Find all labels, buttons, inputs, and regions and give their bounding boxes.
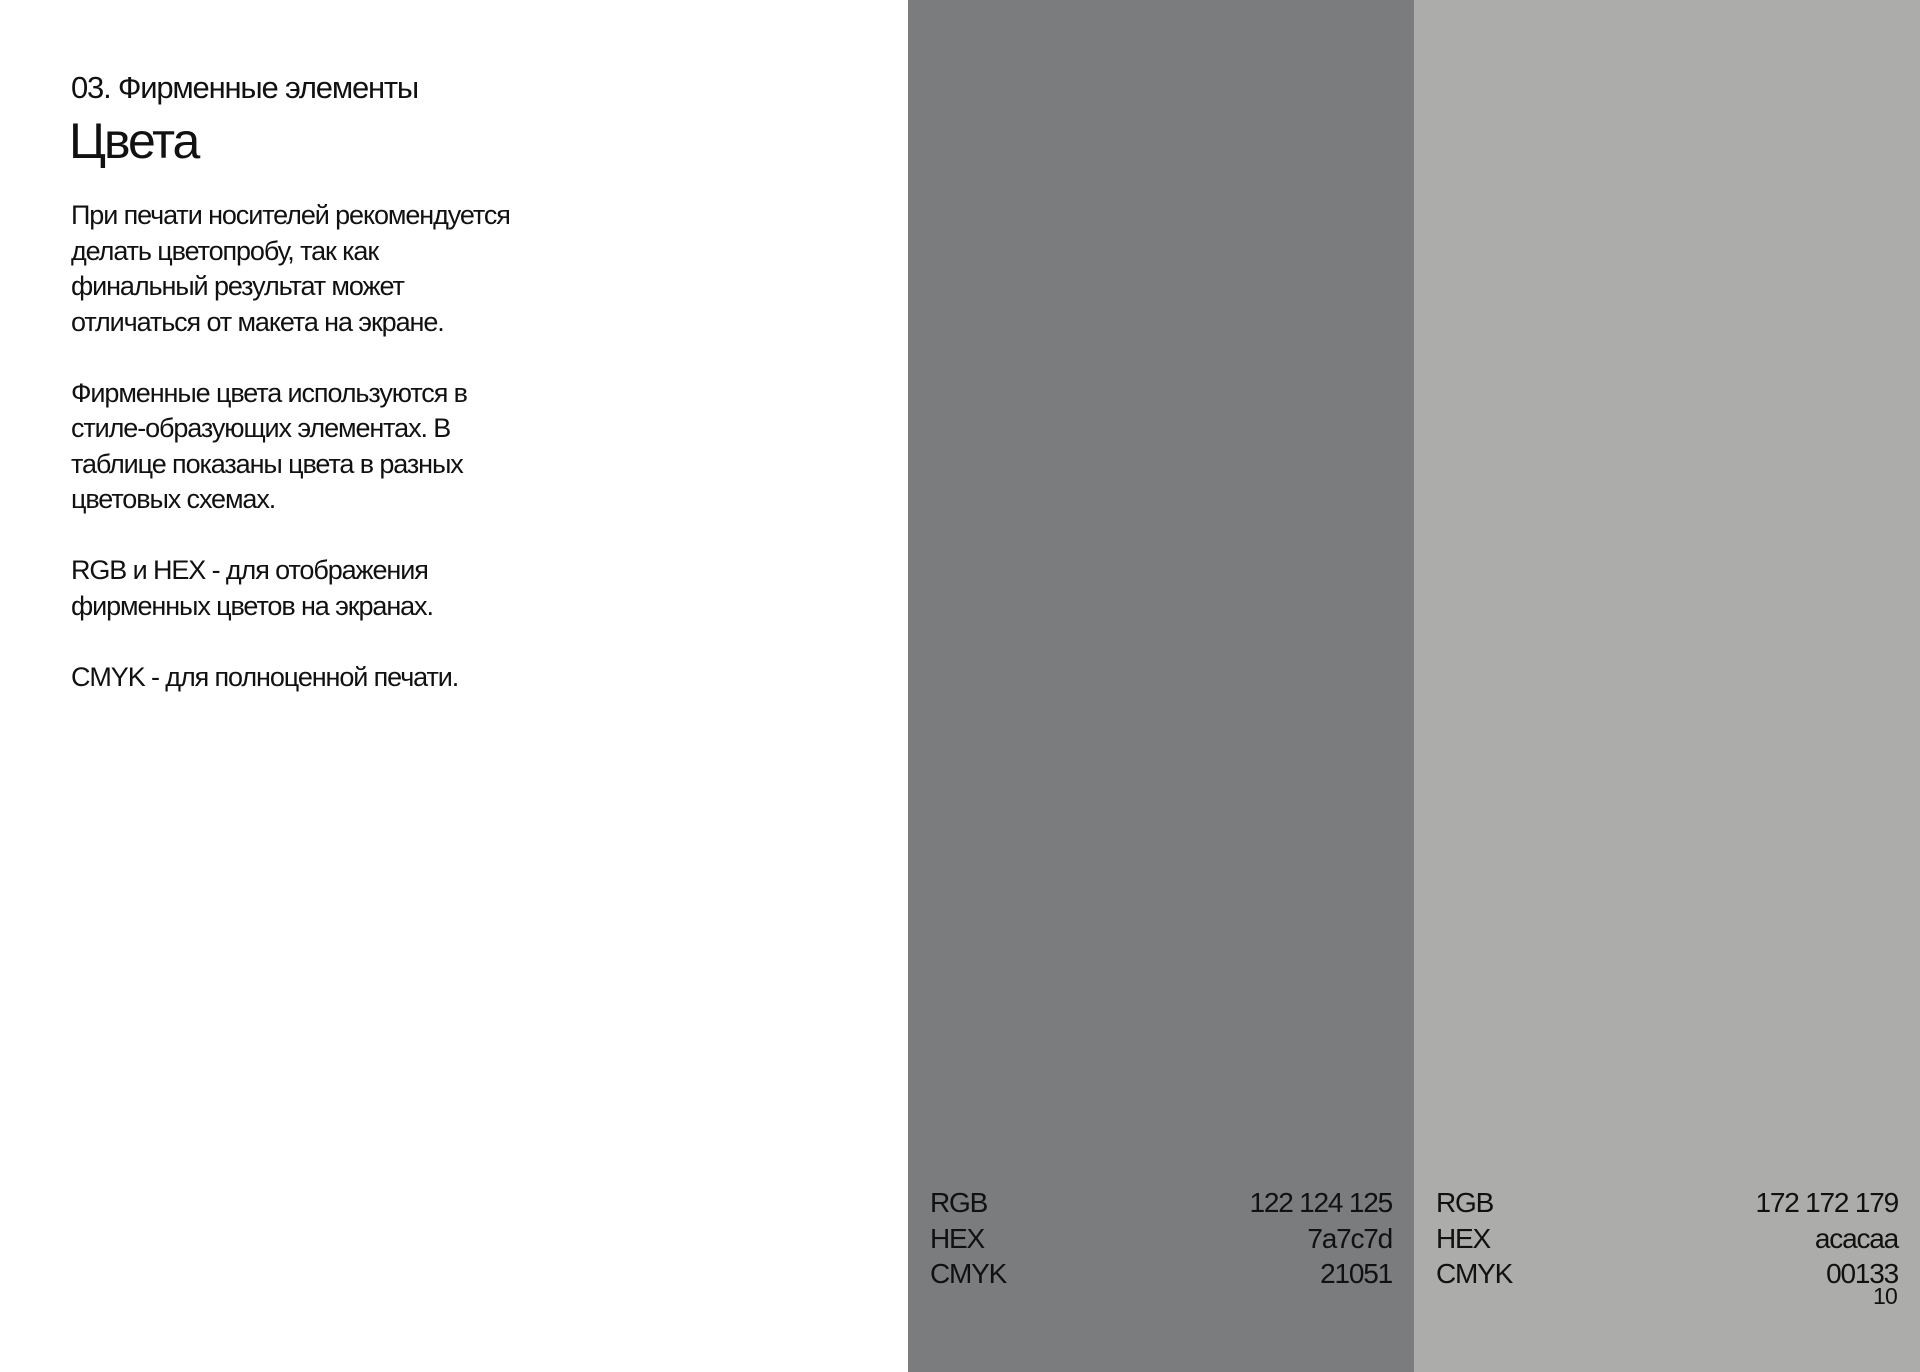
- spec-label: HEX: [930, 1222, 984, 1254]
- spec-value: 172 172 179: [1755, 1187, 1898, 1218]
- spec-value: acacaa: [1814, 1222, 1898, 1254]
- paragraph-color-proof: При печати носителей рекомендуется делать цветопробу, так как финальный результат может отличаться от макета на экране.: [71, 200, 510, 337]
- spec-value: 122 124 125: [1249, 1187, 1392, 1218]
- color-swatch-gray: [908, 0, 1414, 1372]
- paragraph-cmyk: CMYK - для полноценной печати.: [71, 661, 459, 692]
- spec-label: RGB: [1436, 1187, 1494, 1218]
- spec-value: 7a7c7d: [1307, 1222, 1392, 1254]
- spec-row-cmyk: [1436, 1256, 1898, 1292]
- spec-row-hex: [930, 1221, 1392, 1257]
- spec-value: 21051: [1320, 1258, 1392, 1289]
- color-spec-table: [930, 1185, 1392, 1292]
- paragraph-brand-colors: Фирменные цвета используются в стиле-образующих элементах. В таблице показаны цвета в разных цветовых схемах.: [71, 377, 467, 514]
- spec-label: RGB: [930, 1187, 988, 1218]
- page-number: 10: [1873, 1283, 1897, 1309]
- paragraph-rgb-hex: RGB и HEX - для отображения фирменных цветов на экранах.: [71, 555, 433, 621]
- body-text: [71, 198, 631, 731]
- spec-row-cmyk: [930, 1256, 1392, 1292]
- spec-label: CMYK: [1436, 1258, 1513, 1289]
- spec-row-rgb: [930, 1185, 1392, 1221]
- color-spec-table: [1436, 1185, 1898, 1292]
- spec-label: HEX: [1436, 1222, 1490, 1254]
- section-label: 03. Фирменные элементы: [71, 70, 418, 105]
- spec-row-rgb: [1436, 1185, 1898, 1221]
- spec-value: 00133: [1826, 1258, 1898, 1289]
- text-column: [0, 0, 908, 1372]
- color-swatch-light-gray: [1414, 0, 1920, 1372]
- spec-label: CMYK: [930, 1258, 1007, 1289]
- page-title: Цвета: [69, 113, 199, 169]
- spec-row-hex: [1436, 1221, 1898, 1257]
